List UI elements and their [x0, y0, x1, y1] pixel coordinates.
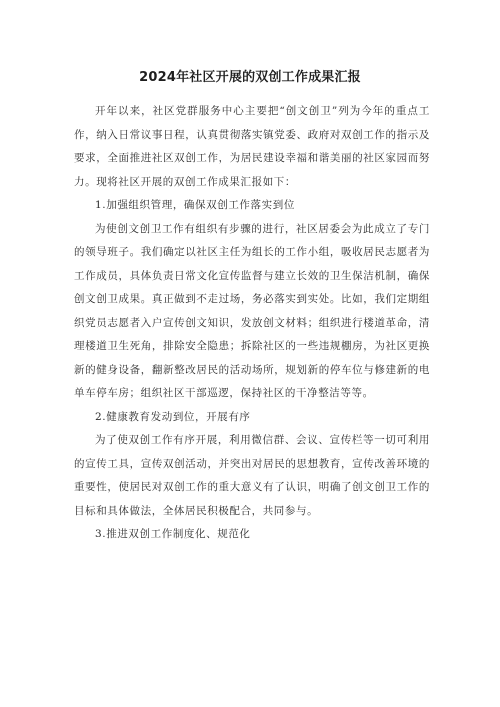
document-body — [74, 100, 430, 547]
intro-paragraph: 开年以来，社区党群服务中心主要把“创文创卫”列为今年的重点工作，纳入日常议事日程，认真贯彻落实镇党委、政府对双创工作的指示及要求，全面推进社区双创工作，为居民建设幸福和谐美丽的社区家园而努力。现将社区开展的双创工作成果汇报如下： — [74, 105, 430, 188]
section-heading-2: 2.健康教育发动到位，开展有序 — [95, 410, 251, 423]
section-paragraph-2: 为了使双创工作有序开展，利用微信群、会议、宣传栏等一切可利用的宣传工具，宣传双创活动，并突出对居民的思想教育，宣传改善环境的重要性，使居民对双创工作的重大意义有了认识，明确了创文创卫工作的目标和具体做法，全体居民积极配合，共同参与。 — [74, 434, 430, 517]
section-paragraph-1: 为使创文创卫工作有组织有步骤的进行，社区居委会为此成立了专门的领导班子。我们确定以社区主任为组长的工作小组，吸收居民志愿者为工作成员，具体负责日常文化宣传监督与建立长效的卫生保洁机制，确保创文创卫成果。真正做到不走过场，务必落实到实处。比如，我们定期组织党员志愿者入户宣传创文知识，发放创文材料；组织进行楼道革命，清理楼道卫生死角，排除安全隐患；拆除社区的一些违规棚房，为社区更换新的健身设备，翻新整改居民的活动场所，规划新的停车位与修建新的电单车停车房；组织社区干部巡逻，保持社区的干净整洁等等。 — [74, 222, 430, 399]
section-heading-1: 1.加强组织管理，确保双创工作落实到位 — [95, 199, 295, 211]
section-heading-3: 3.推进双创工作制度化、规范化 — [95, 528, 251, 540]
document-title: 2024年社区开展的双创工作成果汇报 — [139, 70, 361, 85]
